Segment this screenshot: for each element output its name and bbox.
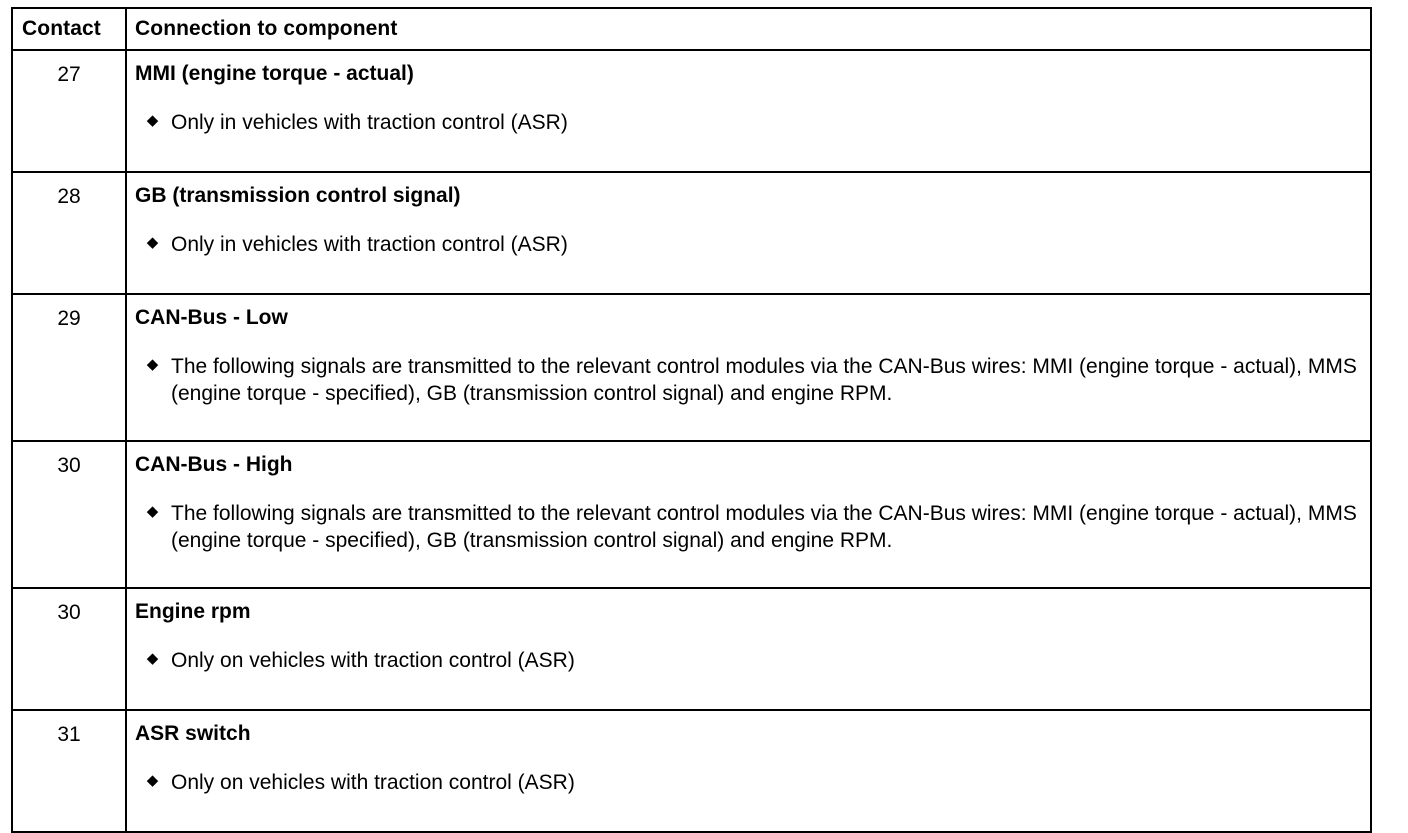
note-text: Only on vehicles with traction control (ASR) (171, 771, 575, 794)
connection-cell (126, 294, 1371, 441)
contact-number: 31 (12, 710, 126, 832)
connection-title: MMI (engine torque - actual) (135, 62, 414, 85)
table-header-row (12, 8, 1371, 50)
connection-cell (126, 441, 1371, 588)
connection-cell (126, 588, 1371, 710)
bullet-note (144, 109, 1362, 136)
connection-title: CAN-Bus - Low (135, 306, 288, 329)
contact-number: 27 (12, 50, 126, 172)
connection-cell (126, 172, 1371, 294)
connection-title: ASR switch (135, 722, 251, 745)
bullet-note (144, 231, 1362, 258)
contact-number: 28 (12, 172, 126, 294)
connection-cell (126, 710, 1371, 832)
contact-table (11, 7, 1372, 833)
diamond-bullet-icon: ◆ (146, 772, 159, 789)
diamond-bullet-icon: ◆ (146, 356, 159, 373)
diamond-bullet-icon: ◆ (146, 650, 159, 667)
table-row (12, 588, 1371, 710)
header-connection: Connection to component (126, 8, 1371, 50)
diamond-bullet-icon: ◆ (146, 503, 159, 520)
note-text: The following signals are transmitted to the relevant control modules via the CAN-Bus wires: MMI (engine torque - actual), MMS (engine torque - specified), GB (transmission control signal) and engine RPM. (171, 502, 1357, 552)
connection-title: GB (transmission control signal) (135, 184, 461, 207)
note-text: Only in vehicles with traction control (ASR) (171, 111, 568, 134)
header-contact: Contact (12, 8, 126, 50)
note-text: Only in vehicles with traction control (ASR) (171, 233, 568, 256)
diamond-bullet-icon: ◆ (146, 112, 159, 129)
table-row (12, 441, 1371, 588)
contact-number: 30 (12, 588, 126, 710)
table-row (12, 50, 1371, 172)
contact-number: 30 (12, 441, 126, 588)
bullet-note (144, 353, 1362, 407)
connection-title: Engine rpm (135, 600, 251, 623)
bullet-note (144, 500, 1362, 554)
table-row (12, 172, 1371, 294)
connection-title: CAN-Bus - High (135, 453, 293, 476)
note-text: The following signals are transmitted to the relevant control modules via the CAN-Bus wires: MMI (engine torque - actual), MMS (engine torque - specified), GB (transmission control signal) and engine RPM. (171, 355, 1357, 405)
bullet-note (144, 769, 1362, 796)
connection-cell (126, 50, 1371, 172)
diamond-bullet-icon: ◆ (146, 234, 159, 251)
contact-number: 29 (12, 294, 126, 441)
note-text: Only on vehicles with traction control (ASR) (171, 649, 575, 672)
table-row (12, 710, 1371, 832)
table-row (12, 294, 1371, 441)
bullet-note (144, 647, 1362, 674)
